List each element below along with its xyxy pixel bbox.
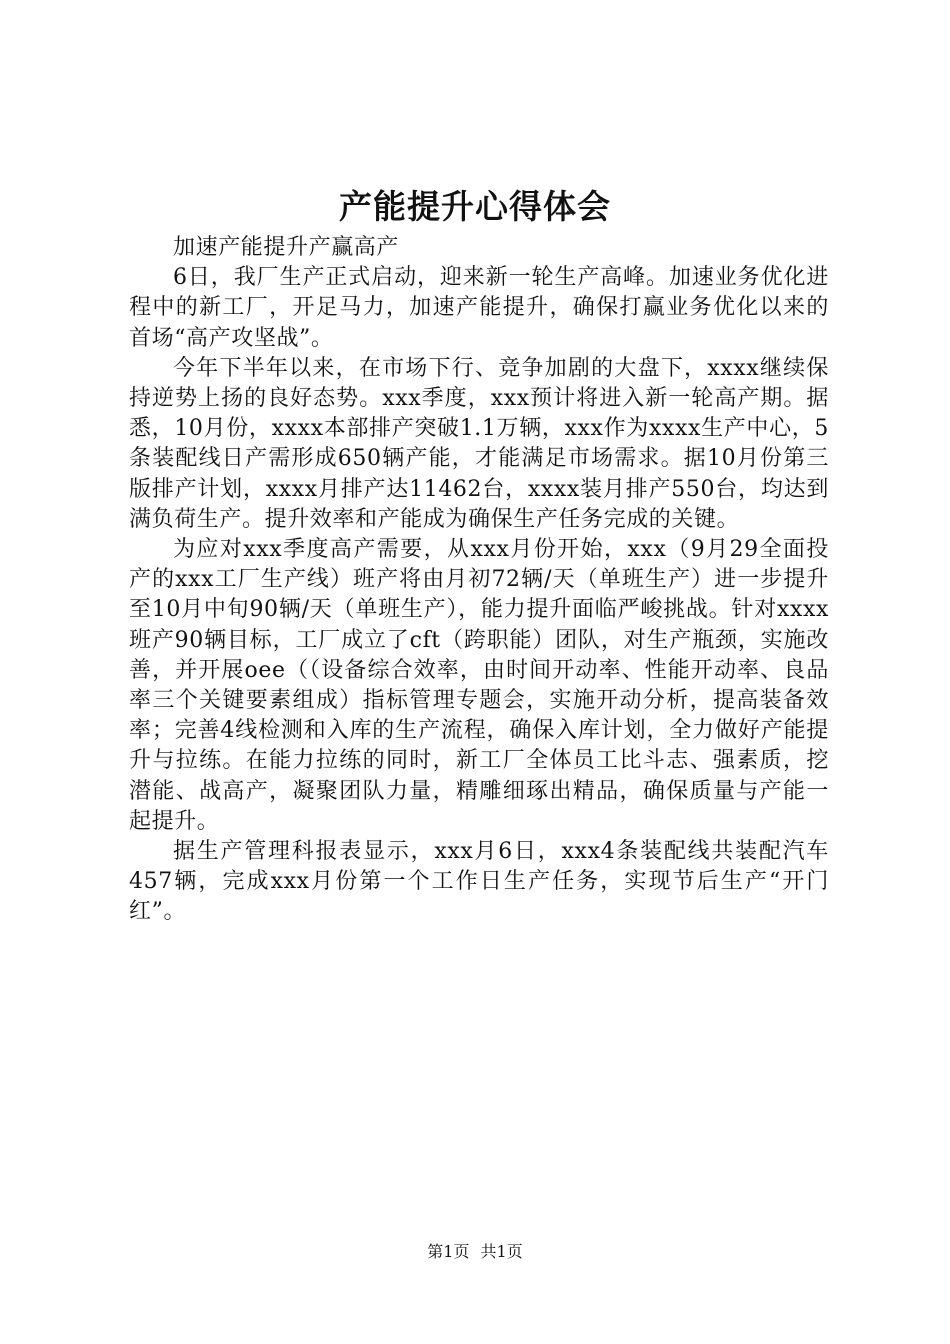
page-footer: [0, 1241, 950, 1263]
paragraph-2: 今年下半年以来，在市场下行、竞争加剧的大盘下，xxxx继续保持逆势上扬的良好态势。xxx季度，xxx预计将进入新一轮高产期。据悉，10月份，xxxx本部排产突破1.1万辆，xxx作为xxxx生产中心，5条装配线日产需形成650辆产能，才能满足市场需求。据10月份第三版排产计划，xxxx月排产达11462台，xxxx装月排产550台，均达到满负荷生产。提升效率和产能成为确保生产任务完成的关键。: [129, 355, 829, 532]
paragraph-subtitle: 加速产能提升产赢高产: [173, 235, 400, 260]
document-body: [129, 233, 829, 928]
document-title: 产能提升心得体会: [339, 187, 611, 226]
paragraph-3: 为应对xxx季度高产需要，从xxx月份开始，xxx（9月29全面投产的xxx工厂生产线）班产将由月初72辆/天（单班生产）进一步提升至10月中旬90辆/天（单班生产），能力提升面临严峻挑战。针对xxxx班产90辆目标，工厂成立了cft（跨职能）团队，对生产瓶颈，实施改善，并开展oee（（设备综合效率，由时间开动率、性能开动率、良品率三个关键要素组成）指标管理专题会，实施开动分析，提高装备效率；完善4线检测和入库的生产流程，确保入库计划，全力做好产能提升与拉练。在能力拉练的同时，新工厂全体员工比斗志、强素质，挖潜能、战高产，凝聚团队力量，精雕细琢出精品，确保质量与产能一起提升。: [129, 537, 829, 834]
paragraph-1: 6日，我厂生产正式启动，迎来新一轮生产高峰。加速业务优化进程中的新工厂，开足马力，加速产能提升，确保打赢业务优化以来的首场“高产攻坚战”。: [129, 265, 829, 351]
paragraph-4: 据生产管理科报表显示，xxx月6日，xxx4条装配线共装配汽车457辆，完成xxx月份第一个工作日生产任务，实现节后生产“开门红”。: [129, 839, 829, 925]
page-total: 共1页: [480, 1242, 523, 1261]
page-number: 第1页: [427, 1242, 470, 1261]
